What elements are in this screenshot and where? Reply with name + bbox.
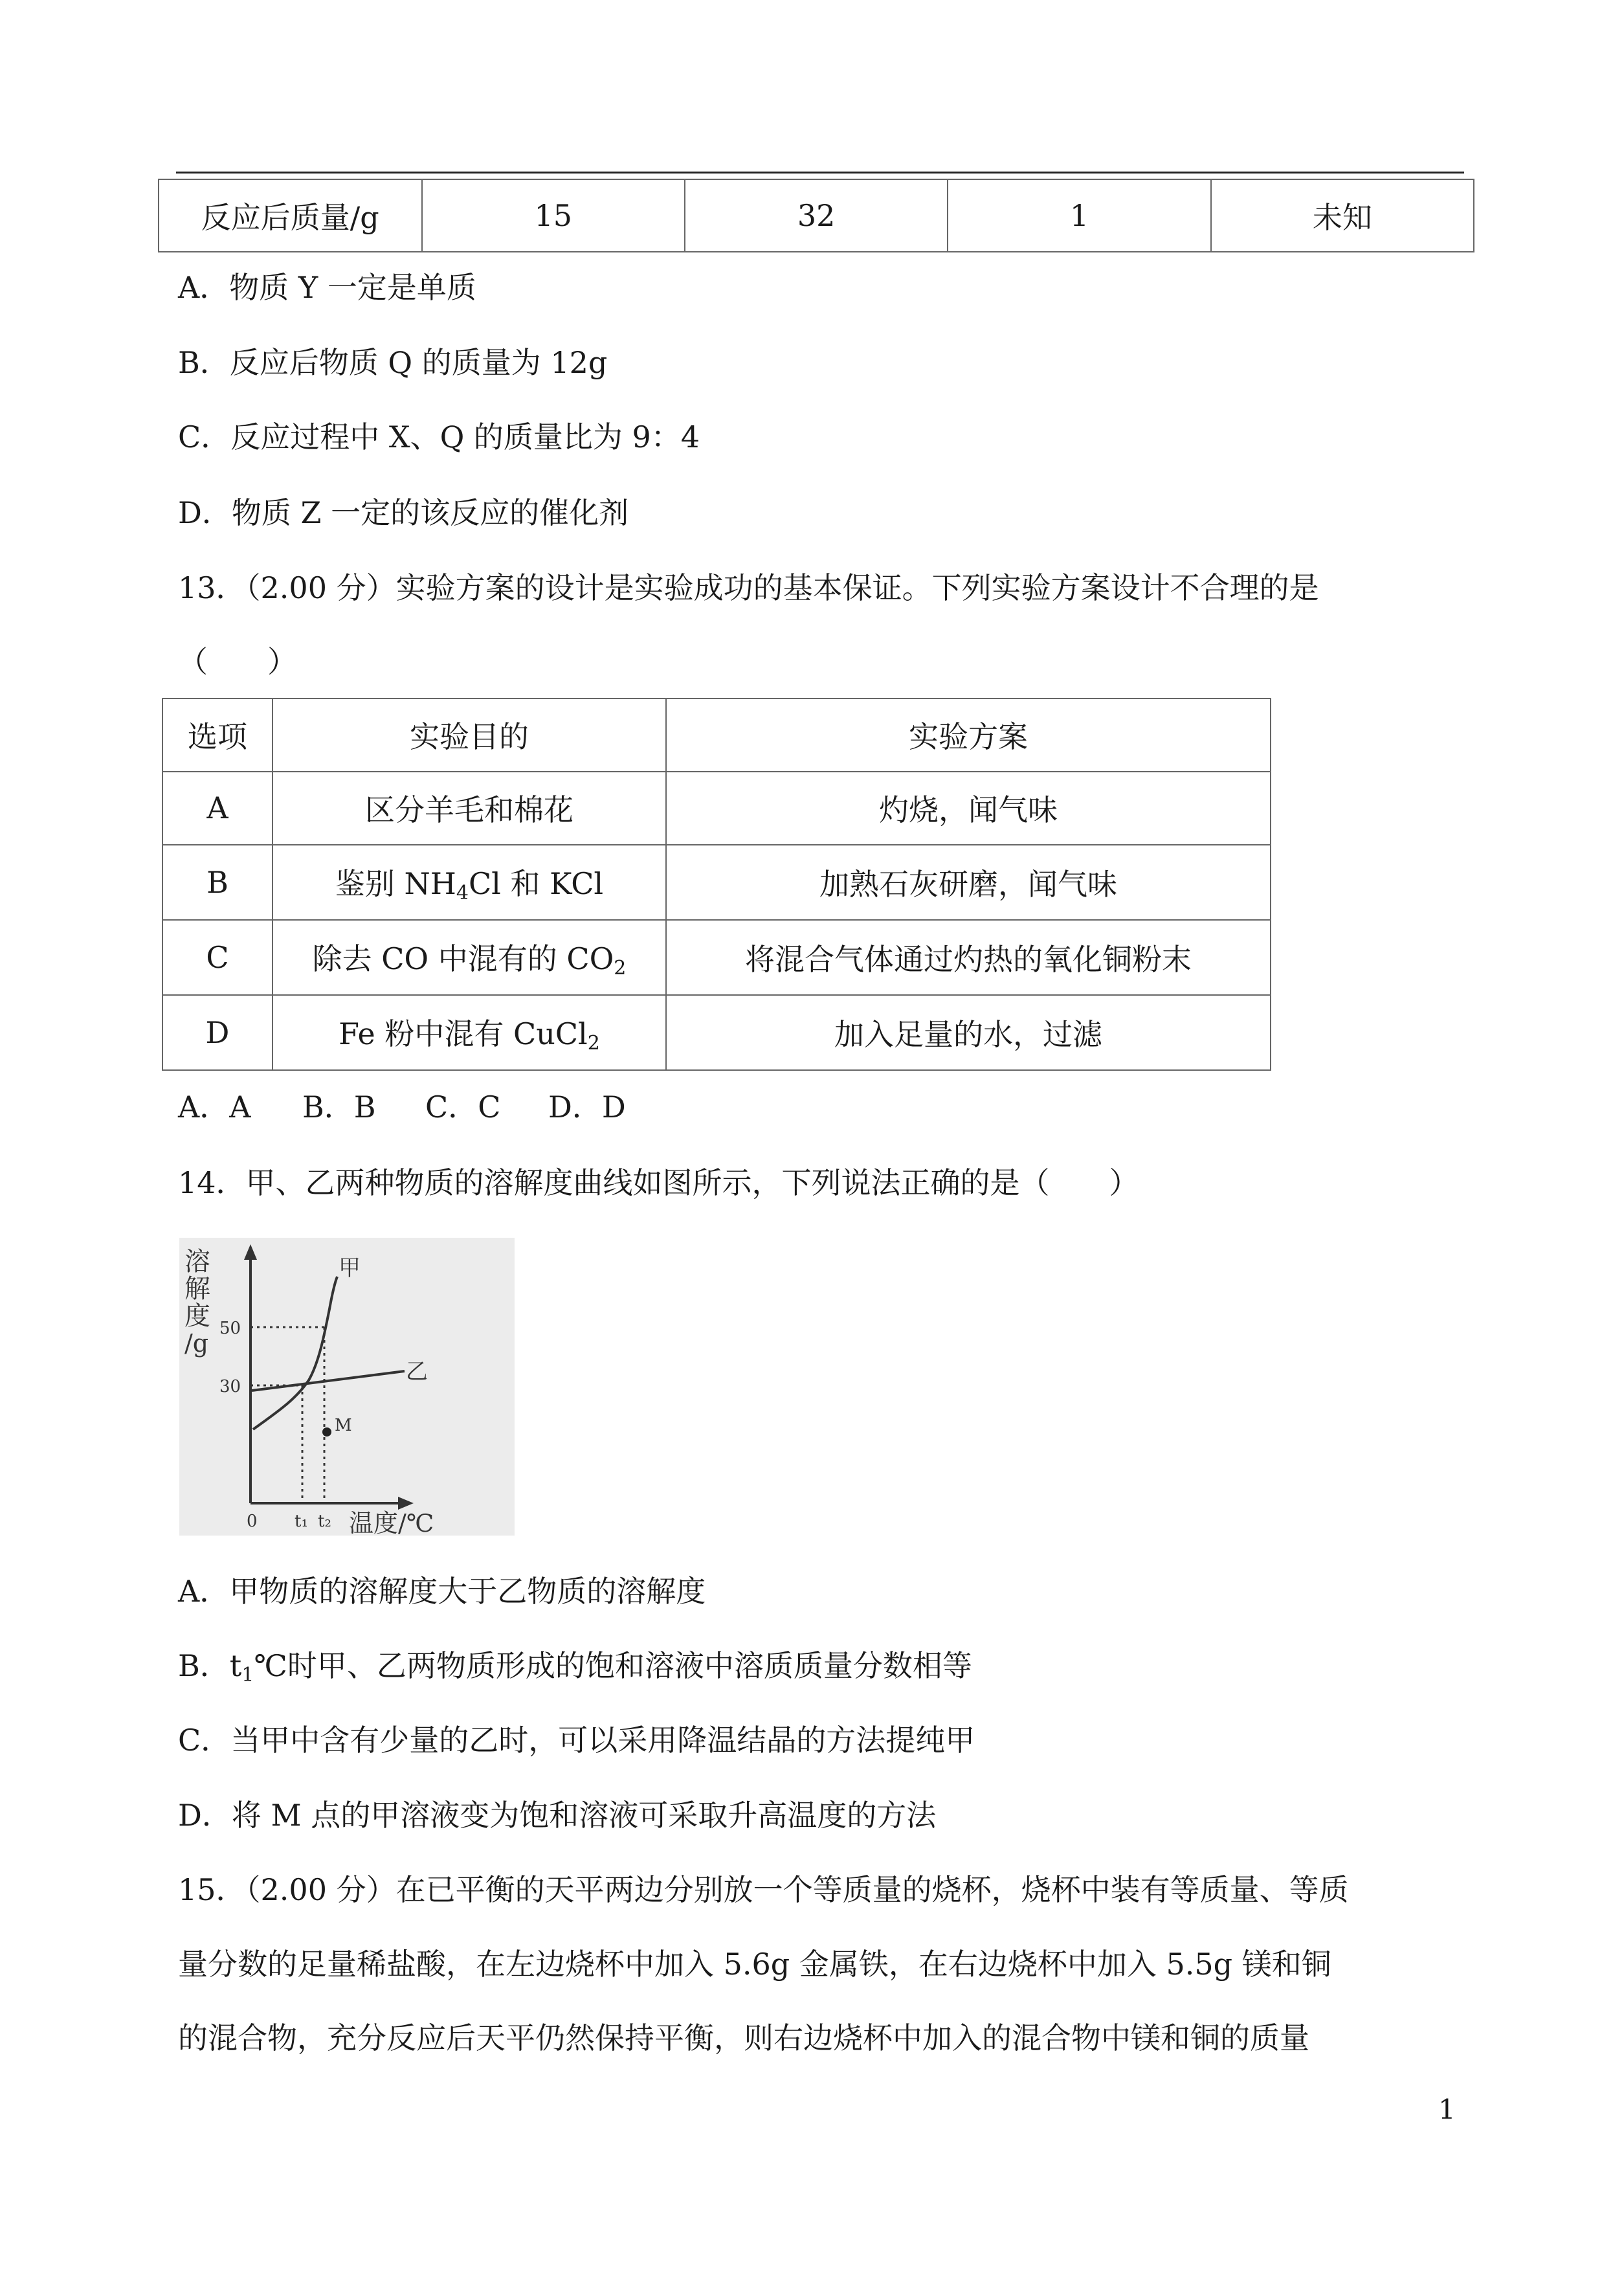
y-label-char: 解	[184, 1274, 210, 1304]
table-cell: 1	[948, 179, 1210, 252]
y-label-char: 溶	[184, 1247, 210, 1277]
purpose-cell	[273, 995, 666, 1070]
header-rule	[176, 172, 1464, 173]
row-label: 反应后质量/g	[159, 179, 422, 252]
purpose-cell: 区分羊毛和棉花	[273, 772, 666, 845]
table-cell: 未知	[1211, 179, 1474, 252]
solubility-curve-figure	[179, 1238, 515, 1536]
q12-option-b: B．反应后物质 Q 的质量为 12g	[178, 345, 608, 380]
table-cell: 15	[422, 179, 685, 252]
y-tick-30: 30	[219, 1377, 241, 1396]
table-row	[162, 920, 1271, 995]
option-text: ℃时甲、乙两物质形成的饱和溶液中溶质质量分数相等	[254, 1648, 972, 1683]
plan-cell: 将混合气体通过灼热的氧化铜粉末	[666, 920, 1271, 995]
table-row	[162, 995, 1271, 1070]
subscript: 1	[241, 1664, 254, 1686]
column-header: 选项	[162, 699, 273, 772]
option-cell: B	[162, 845, 273, 920]
q13-answer-choices	[178, 1088, 626, 1126]
q12-option-a: A．物质 Y 一定是单质	[178, 270, 476, 305]
table-header-row	[162, 699, 1271, 772]
y-axis-arrow-icon	[244, 1244, 257, 1260]
page-number: 1	[1438, 2094, 1456, 2125]
plan-cell: 加熟石灰研磨，闻气味	[666, 845, 1271, 920]
solubility-curve-svg	[179, 1238, 515, 1536]
experiment-table	[162, 698, 1271, 1071]
formula-text: Fe 粉中混有 CuCl	[339, 1016, 588, 1051]
y-label-char: 度	[184, 1301, 210, 1331]
q15-line-1: 15．（2.00 分）在已平衡的天平两边分别放一个等质量的烧杯，烧杯中装有等质量、等质	[178, 1872, 1349, 1907]
x-tick-t2: t₂	[318, 1512, 331, 1531]
option-text: B．t	[178, 1648, 242, 1683]
q14-stem: 14．甲、乙两种物质的溶解度曲线如图所示，下列说法正确的是（ ）	[178, 1165, 1139, 1200]
choice-c: C．C	[425, 1090, 501, 1124]
option-cell: C	[162, 920, 273, 995]
origin-label: 0	[247, 1512, 258, 1531]
mass-after-reaction-table	[158, 179, 1474, 252]
option-cell: A	[162, 772, 273, 845]
table-row	[162, 772, 1271, 845]
option-cell: D	[162, 995, 273, 1070]
choice-d: D．D	[548, 1090, 626, 1124]
formula-text: Cl 和 KCl	[468, 866, 604, 901]
column-header: 实验目的	[273, 699, 666, 772]
formula-text: 除去 CO 中混有的 CO	[312, 941, 614, 976]
choice-b: B．B	[302, 1090, 376, 1124]
q14-option-c: C．当甲中含有少量的乙时，可以采用降温结晶的方法提纯甲	[178, 1723, 975, 1758]
subscript: 2	[614, 956, 627, 979]
q15-line-3: 的混合物，充分反应后天平仍然保持平衡，则右边烧杯中加入的混合物中镁和铜的质量	[178, 2020, 1309, 2055]
purpose-cell	[273, 920, 666, 995]
x-axis-label: 温度/℃	[349, 1509, 434, 1536]
q14-option-d: D．将 M 点的甲溶液变为饱和溶液可采取升高温度的方法	[178, 1798, 937, 1833]
table-row	[159, 179, 1474, 252]
formula-text: 鉴别 NH	[335, 866, 456, 901]
q13-answer-blank: （ ）	[178, 644, 297, 679]
q13-stem: 13．（2.00 分）实验方案的设计是实验成功的基本保证。下列实验方案设计不合理的是	[178, 570, 1319, 605]
q15-line-2: 量分数的足量稀盐酸，在左边烧杯中加入 5.6g 金属铁，在右边烧杯中加入 5.5g 镁和铜	[178, 1947, 1331, 1982]
column-header: 实验方案	[666, 699, 1271, 772]
choice-a: A．A	[178, 1090, 251, 1124]
q14-option-b	[178, 1646, 972, 1695]
subscript: 2	[587, 1031, 600, 1055]
subscript: 4	[456, 881, 469, 904]
table-row	[162, 845, 1271, 920]
x-axis-arrow-icon	[398, 1497, 414, 1510]
y-tick-50: 50	[219, 1319, 241, 1338]
x-tick-t1: t₁	[295, 1512, 308, 1531]
table-cell: 32	[685, 179, 948, 252]
q12-option-d: D．物质 Z 一定的该反应的催化剂	[178, 495, 629, 530]
curve-yi	[252, 1371, 405, 1391]
curve-label-jia: 甲	[339, 1255, 361, 1281]
point-m	[322, 1427, 331, 1437]
q12-option-c: C．反应过程中 X、Q 的质量比为 9：4	[178, 419, 700, 454]
curve-label-yi: 乙	[406, 1359, 428, 1385]
y-label-unit: /g	[184, 1329, 209, 1358]
plan-cell: 灼烧，闻气味	[666, 772, 1271, 845]
q14-option-a: A．甲物质的溶解度大于乙物质的溶解度	[178, 1574, 706, 1609]
plan-cell: 加入足量的水，过滤	[666, 995, 1271, 1070]
purpose-cell	[273, 845, 666, 920]
point-m-label: M	[335, 1416, 352, 1435]
